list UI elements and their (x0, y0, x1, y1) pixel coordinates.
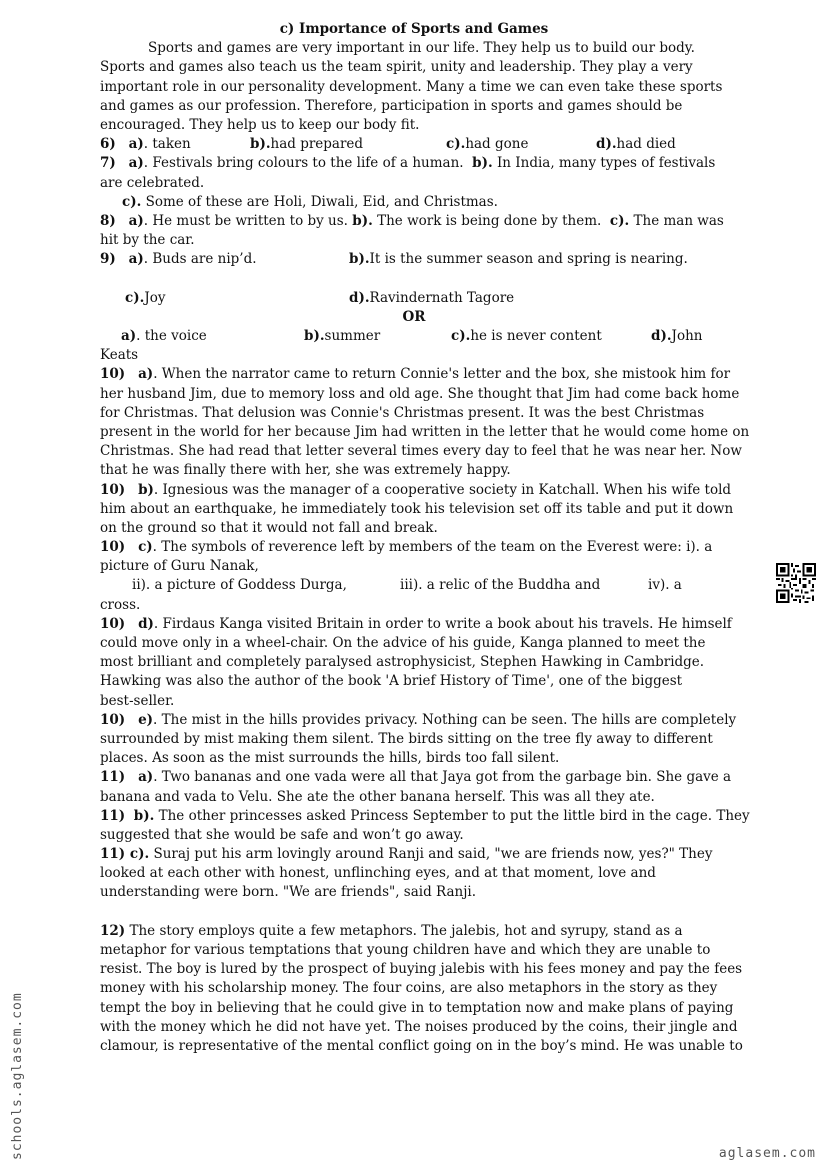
answer-9: 9) a). Buds are nip’d. b).It is the summer season and spring is nearing. c).Joy d).Ravindernath Tagore OR a). the voice b).summer c).he is never content d).John Keats (100, 250, 728, 365)
section-heading: c) Importance of Sports and Games (279, 21, 549, 37)
answer-10b: 10) b). Ignesious was the manager of a cooperative society in Katchall. When his wife told him about an earthquake, he immediately took his television set off its table and put it down on the ground so that it would not fall and break. (100, 481, 734, 536)
answer-12: 12) The story employs quite a few metaphors. The jalebis, hot and syrupy, stand as a metaphor for various temptations that young children have and which they are unable to resist. The boy is lured by the prospect of buying jalebis with his fees money and pay the fees money with his scholarship money. The four coins, are also metaphors in the story as they tempt the boy in believing that he could give in to temptation now and make plans of paying with the money which he did not have yet. The noises produced by the coins, their jingle and clamour, is representative of the mental conflict going on in the boy’s mind. He was unable to (100, 922, 743, 1054)
document-page (100, 20, 750, 1056)
watermark-schools: schools.aglasem.com (10, 992, 25, 1160)
or-separator: OR (402, 308, 426, 325)
answer-10d: 10) d). Firdaus Kanga visited Britain in order to write a book about his travels. He himself could move only in a wheel-chair. On the advice of his guide, Kanga planned to meet the most brilliant and completely paralysed astrophysicist, Stephen Hawking in Cambridge. Hawking was also the author of the book 'A brief History of Time', one of the biggest best-seller. (100, 615, 732, 709)
answer-10e: 10) e). The mist in the hills provides privacy. Nothing can be seen. The hills are completely surrounded by mist making them silent. The birds sitting on the tree fly away to different places. As soon as the mist surrounds the hills, birds too fall silent. (100, 711, 737, 767)
qr-code-icon[interactable] (776, 563, 816, 603)
answer-8: 8) a). He must be written to by us. b). The work is being done by them. c). The man was hit by the car. (100, 212, 724, 249)
answer-11b: 11) b). The other princesses asked Princess September to put the little bird in the cage. They suggested that she would be safe and won’t go away. (100, 807, 750, 843)
watermark-aglasem: aglasem.com (718, 1146, 816, 1161)
answer-6: 6) a). taken b).had prepared c).had gone d).had died (100, 136, 676, 153)
answer-10c: 10) c). The symbols of reverence left by members of the team on the Everest were: i). a picture of Guru Nanak, ii). a picture of Goddess Durga, iii). a relic of the Buddha and iv). a cross. (100, 539, 713, 613)
answer-11c: 11) c). Suraj put his arm lovingly around Ranji and said, "we are friends now, yes?" They looked at each other with honest, unflinching eyes, and at that moment, love and understanding were born. "We are friends", said Ranji. (100, 846, 713, 901)
paragraph-sports: Sports and games are very important in our life. They help us to build our body. Sports and games also teach us the team spirit, unity and leadership. They play a very important role in our personality development. Many a time we can even take these sports and games as our profession. Therefore, participation in sports and games should be encouraged. They help us to keep our body fit. (100, 40, 723, 133)
answer-10a: 10) a). When the narrator came to return Connie's letter and the box, she mistook him for her husband Jim, due to memory loss and old age. She thought that Jim had come back home for Christmas. That delusion was Connie's Christmas present. It was the best Christmas present in the world for her because Jim had written in the letter that he would come home on Christmas. She had read that letter several times every day to feel that he was near her. Now that he was finally there with her, she was extremely happy. (100, 366, 750, 479)
answer-11a: 11) a). Two bananas and one vada were all that Jaya got from the garbage bin. She gave a banana and vada to Velu. She ate the other banana herself. This was all they ate. (100, 769, 732, 805)
answer-7: 7) a). Festivals bring colours to the life of a human. b). In India, many types of festivals are celebrated. c). Some of these are Holi, Diwali, Eid, and Christmas. (100, 155, 716, 210)
